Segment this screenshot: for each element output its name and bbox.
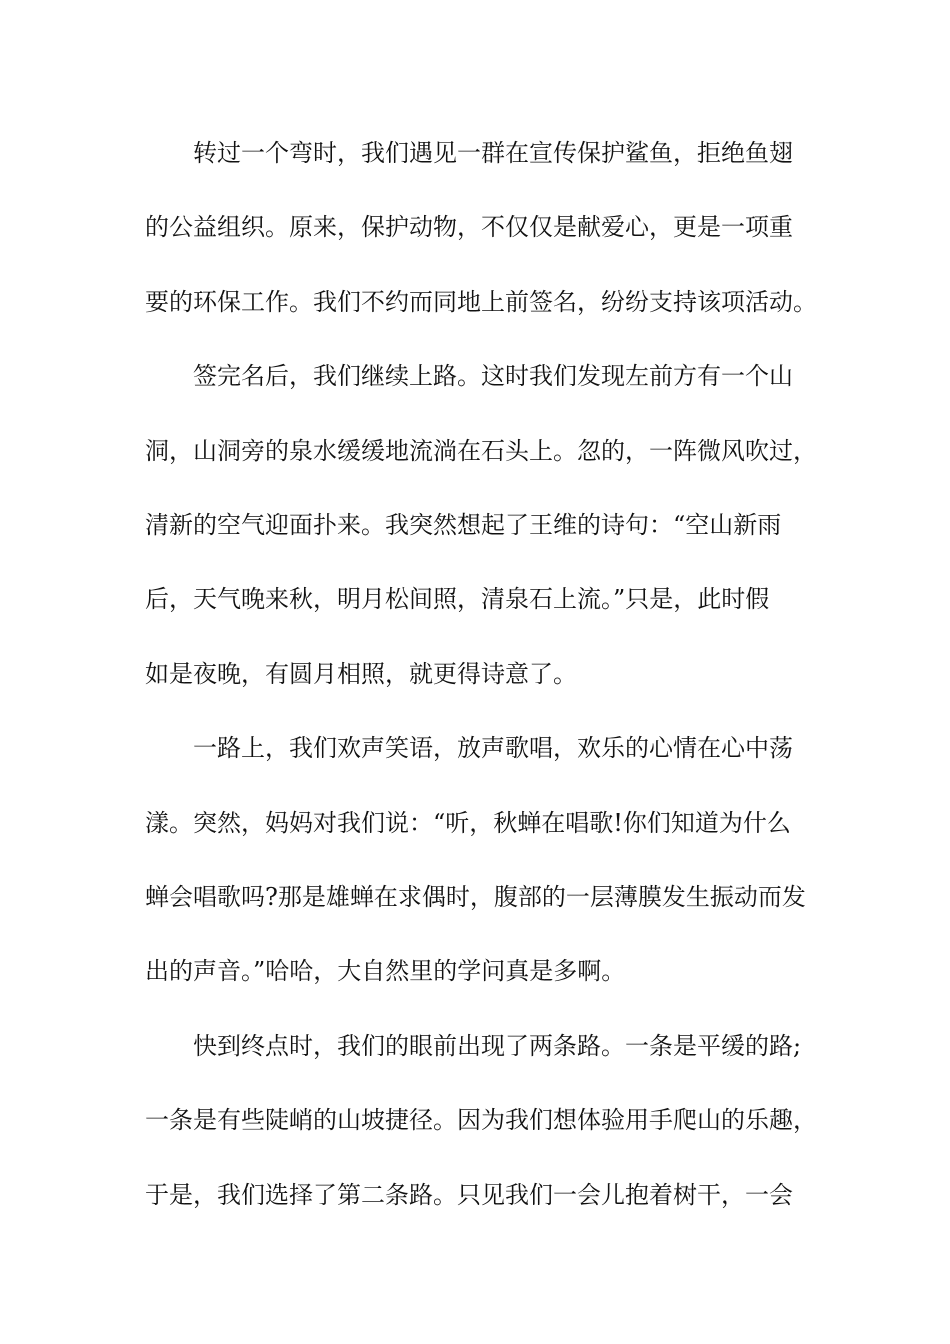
paragraph-3-line-1: 一路上，我们欢声笑语，放声歌唱，欢乐的心情在心中荡 [193, 734, 793, 762]
paragraph-2-line-5: 如是夜晚，有圆月相照，就更得诗意了。 [145, 660, 577, 688]
paragraph-1-line-3: 要的环保工作。我们不约而同地上前签名，纷纷支持该项活动。 [145, 288, 817, 316]
paragraph-4-line-2: 一条是有些陡峭的山坡捷径。因为我们想体验用手爬山的乐趣， [145, 1106, 817, 1134]
paragraph-3-line-4: 出的声音。”哈哈，大自然里的学问真是多啊。 [145, 957, 626, 985]
paragraph-1-line-1: 转过一个弯时，我们遇见一群在宣传保护鲨鱼，拒绝鱼翅 [193, 139, 793, 167]
paragraph-3-line-2: 漾。突然，妈妈对我们说：“听，秋蝉在唱歌!你们知道为什么 [145, 809, 791, 837]
paragraph-4-line-3: 于是，我们选择了第二条路。只见我们一会儿抱着树干，一会 [145, 1181, 793, 1209]
paragraph-2-line-3: 清新的空气迎面扑来。我突然想起了王维的诗句：“空山新雨 [145, 511, 782, 539]
paragraph-2-line-2: 洞，山洞旁的泉水缓缓地流淌在石头上。忽的，一阵微风吹过， [145, 437, 817, 465]
paragraph-2-line-4: 后，天气晚来秋，明月松间照，清泉石上流。”只是，此时假 [145, 585, 770, 613]
paragraph-1-line-2: 的公益组织。原来，保护动物，不仅仅是献爱心，更是一项重 [145, 213, 793, 241]
paragraph-2-line-1: 签完名后，我们继续上路。这时我们发现左前方有一个山 [193, 362, 793, 390]
paragraph-3-line-3: 蝉会唱歌吗?那是雄蝉在求偶时，腹部的一层薄膜发生振动而发 [145, 883, 806, 911]
paragraph-4-line-1: 快到终点时，我们的眼前出现了两条路。一条是平缓的路; [193, 1032, 802, 1060]
